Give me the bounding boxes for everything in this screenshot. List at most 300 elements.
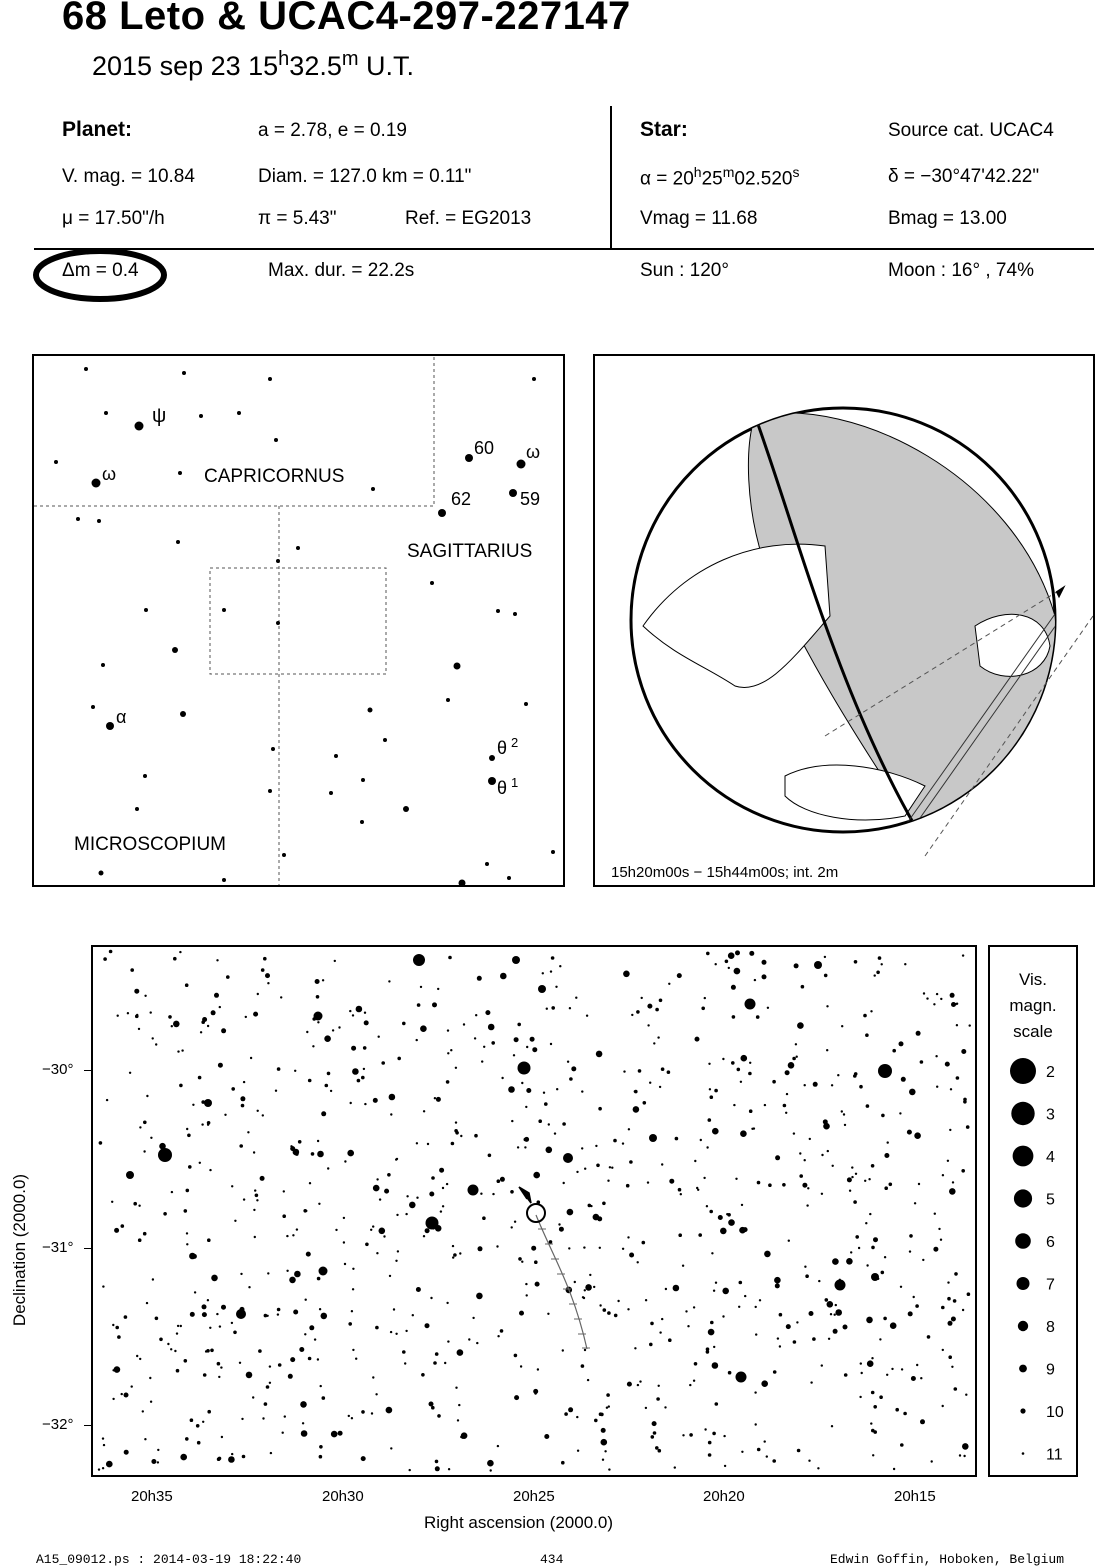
planet-heading: Planet:	[62, 118, 133, 141]
chart-star	[788, 1240, 790, 1242]
finder-star	[459, 880, 466, 886]
chart-star	[295, 1152, 299, 1156]
chart-star	[870, 1010, 872, 1012]
chart-star	[775, 1283, 780, 1288]
chart-star	[159, 1338, 163, 1342]
chart-star	[511, 1120, 513, 1122]
chart-star	[564, 1412, 568, 1416]
chart-star	[581, 1147, 583, 1149]
finder-star	[509, 489, 517, 497]
chart-star	[832, 1258, 839, 1265]
chart-star-bright	[871, 1273, 879, 1281]
chart-star	[841, 1025, 843, 1027]
chart-star	[192, 1104, 194, 1106]
chart-star	[144, 1438, 146, 1440]
chart-star	[492, 1193, 494, 1195]
chart-star	[439, 1168, 444, 1173]
chart-star	[735, 950, 740, 955]
chart-star	[607, 1180, 609, 1182]
chart-star	[370, 1229, 372, 1231]
chart-star	[628, 1128, 630, 1130]
chart-star	[583, 1297, 585, 1299]
chart-star	[823, 1123, 830, 1130]
chart-star	[155, 1043, 157, 1045]
chart-star	[265, 973, 270, 978]
chart-star	[352, 1068, 359, 1075]
chart-star	[231, 1453, 233, 1455]
chart-star	[658, 1385, 660, 1387]
chart-star	[397, 1250, 399, 1252]
chart-star	[837, 1074, 839, 1076]
chart-star	[775, 1155, 780, 1160]
chart-star	[878, 956, 882, 960]
chart-star	[603, 1308, 607, 1312]
chart-star	[198, 1076, 202, 1080]
chart-star	[774, 1277, 781, 1284]
chart-star	[661, 1318, 663, 1320]
chart-star	[793, 1132, 795, 1134]
chart-star	[280, 996, 282, 998]
chart-star	[947, 1281, 949, 1283]
chart-star	[305, 1210, 307, 1212]
chart-star	[173, 1021, 180, 1028]
chart-star	[890, 1322, 897, 1329]
chart-star	[176, 1332, 178, 1334]
chart-star	[218, 1376, 220, 1378]
chart-star	[602, 1202, 606, 1206]
chart-star	[659, 1331, 661, 1333]
chart-star	[373, 1185, 380, 1192]
chart-star	[700, 1139, 702, 1141]
star-source: Source cat. UCAC4	[888, 120, 1054, 141]
chart-star	[263, 957, 267, 961]
chart-star	[186, 1128, 188, 1130]
chart-star	[920, 1377, 922, 1379]
chart-star	[708, 1441, 712, 1445]
chart-star	[446, 1302, 448, 1304]
chart-star	[497, 1335, 499, 1337]
label-59: 59	[520, 489, 541, 509]
chart-star	[500, 1329, 504, 1333]
chart-star	[735, 1178, 737, 1180]
chart-star	[216, 959, 218, 961]
legend-label-mag-4: 4	[1046, 1149, 1055, 1166]
chart-star	[317, 1277, 321, 1281]
chart-star	[772, 1080, 776, 1084]
chart-star	[248, 1286, 250, 1288]
chart-star	[277, 1308, 281, 1312]
chart-star	[546, 1008, 548, 1010]
chart-star	[793, 1340, 797, 1344]
chart-star	[851, 1166, 853, 1168]
chart-star	[409, 1202, 416, 1209]
xtick-2035: 20h35	[131, 1488, 173, 1505]
chart-star	[432, 1002, 437, 1007]
chart-star	[913, 1296, 915, 1298]
chart-star	[378, 1036, 380, 1038]
chart-star	[421, 1373, 425, 1377]
chart-star	[480, 1193, 482, 1195]
chart-star	[393, 1308, 395, 1310]
chart-star	[379, 1198, 381, 1200]
chart-star	[555, 986, 557, 988]
magnitude-legend	[988, 945, 1078, 1477]
footer-file: A15_09012.ps : 2014-03-19 18:22:40	[36, 1552, 302, 1567]
chart-star-bright	[814, 961, 822, 969]
legend-dot-mag-9	[1019, 1365, 1027, 1373]
chart-star-bright	[745, 999, 756, 1010]
chart-star	[743, 1227, 748, 1232]
chart-star	[821, 1193, 823, 1195]
chart-star	[538, 1119, 542, 1123]
table-divider-vertical	[610, 106, 612, 248]
chart-star	[304, 1333, 306, 1335]
chart-star	[668, 983, 670, 985]
chart-star	[430, 1297, 432, 1299]
chart-star	[623, 971, 630, 978]
chart-star	[773, 1370, 777, 1374]
chart-star	[500, 973, 507, 980]
chart-star	[854, 960, 858, 964]
chart-star	[425, 1323, 430, 1328]
chart-star	[694, 1362, 698, 1366]
chart-star	[764, 1104, 766, 1106]
chart-star	[931, 1460, 933, 1462]
chart-star	[841, 1110, 843, 1112]
finder-star	[485, 862, 489, 866]
finder-star	[99, 871, 104, 876]
finder-star	[237, 411, 241, 415]
chart-star	[741, 1451, 743, 1453]
chart-star	[645, 1407, 647, 1409]
chart-star	[197, 1441, 201, 1445]
chart-star	[521, 1082, 523, 1084]
chart-star	[895, 1408, 899, 1412]
chart-star	[794, 963, 799, 968]
chart-star	[176, 1369, 180, 1373]
finder-star	[54, 460, 58, 464]
chart-star	[843, 1325, 848, 1330]
chart-star	[754, 1391, 756, 1393]
chart-star	[609, 1166, 611, 1168]
chart-star	[286, 1235, 288, 1237]
chart-star	[278, 1363, 282, 1367]
chart-star	[459, 1252, 461, 1254]
chart-star	[264, 1402, 268, 1406]
chart-star	[275, 1090, 277, 1092]
chart-star	[749, 1062, 751, 1064]
chart-star	[207, 1124, 209, 1126]
chart-star	[260, 1176, 265, 1181]
chart-star	[779, 1345, 781, 1347]
chart-star	[916, 1364, 918, 1366]
chart-star	[693, 1380, 695, 1382]
chart-star	[267, 982, 269, 984]
chart-star	[835, 1309, 842, 1316]
chart-star-bright	[236, 1309, 246, 1319]
chart-star	[448, 1468, 450, 1470]
chart-star	[435, 1352, 439, 1356]
chart-star	[478, 1246, 483, 1251]
chart-star	[535, 1282, 540, 1287]
chart-star	[146, 1302, 148, 1304]
chart-star	[425, 1228, 430, 1233]
chart-star	[364, 1020, 369, 1025]
legend-dot-mag-4	[1013, 1146, 1034, 1167]
chart-star	[343, 1217, 345, 1219]
chart-star	[261, 968, 265, 972]
chart-star	[131, 1385, 133, 1387]
chart-star	[202, 1421, 204, 1423]
finder-star	[532, 377, 536, 381]
chart-star	[914, 1132, 921, 1139]
chart-star-bright	[126, 1171, 134, 1179]
chart-star	[953, 1299, 957, 1303]
finder-star	[296, 546, 300, 550]
chart-star	[155, 1317, 159, 1321]
chart-star	[568, 1407, 573, 1412]
finder-star	[222, 608, 226, 612]
chart-star	[759, 1299, 761, 1301]
chart-star	[899, 1112, 901, 1114]
chart-star	[674, 1466, 676, 1468]
chart-star	[827, 1150, 829, 1152]
chart-star	[436, 1097, 441, 1102]
legend-label-mag-2: 2	[1046, 1064, 1055, 1081]
chart-star	[364, 1103, 366, 1105]
chart-star	[292, 1234, 294, 1236]
chart-star	[405, 1330, 407, 1332]
chart-star	[184, 1359, 188, 1363]
chart-star	[511, 1226, 513, 1228]
chart-star	[651, 1435, 655, 1439]
label-psi: ψ	[152, 405, 167, 427]
chart-star	[812, 1337, 816, 1341]
chart-star	[356, 1006, 363, 1013]
chart-star	[799, 1174, 803, 1178]
chart-star	[150, 1011, 152, 1013]
chart-star	[825, 1298, 829, 1302]
chart-star	[802, 1183, 807, 1188]
finder-star	[76, 517, 80, 521]
chart-star	[205, 1350, 207, 1352]
chart-star	[406, 1195, 408, 1197]
chart-star	[221, 1305, 226, 1310]
chart-star	[942, 1405, 944, 1407]
chart-star	[185, 1437, 189, 1441]
chart-star	[149, 1377, 151, 1379]
chart-star	[728, 967, 730, 969]
chart-star	[288, 1374, 293, 1379]
chart-star	[447, 1052, 449, 1054]
path-direction-arrow	[1057, 588, 1063, 596]
chart-star	[320, 1385, 322, 1387]
chart-star	[180, 1454, 187, 1461]
chart-star	[826, 1005, 828, 1007]
chart-star	[442, 1205, 444, 1207]
chart-star	[712, 1362, 719, 1369]
chart-star	[884, 1256, 886, 1258]
chart-star	[455, 1067, 457, 1069]
chart-star	[544, 1434, 549, 1439]
chart-star	[416, 1197, 418, 1199]
chart-star	[796, 1321, 798, 1323]
chart-star	[305, 1299, 307, 1301]
chart-star	[187, 1134, 191, 1138]
chart-star	[395, 1333, 397, 1335]
chart-star	[704, 1428, 706, 1430]
chart-star	[657, 1036, 659, 1038]
chart-star	[871, 1246, 875, 1250]
chart-star	[322, 1396, 326, 1400]
xtick-2025: 20h25	[513, 1488, 555, 1505]
chart-star	[332, 1029, 334, 1031]
chart-star	[938, 1228, 940, 1230]
chart-star	[497, 1179, 501, 1183]
legend-dot-mag-10	[1020, 1408, 1025, 1413]
chart-star	[601, 1439, 608, 1446]
chart-star	[530, 1037, 535, 1042]
chart-star	[866, 1104, 870, 1108]
finder-star	[282, 853, 286, 857]
chart-star	[352, 1268, 354, 1270]
chart-star	[821, 1364, 823, 1366]
chart-star	[831, 1425, 833, 1427]
chart-star	[526, 1294, 528, 1296]
chart-star	[533, 1172, 540, 1179]
chart-star	[102, 1467, 104, 1469]
chart-star	[947, 1297, 951, 1301]
chart-star	[785, 1070, 790, 1075]
chart-star	[804, 1266, 806, 1268]
finder-star	[513, 612, 517, 616]
chart-star	[376, 1178, 378, 1180]
chart-star	[390, 1447, 392, 1449]
chart-star	[171, 1025, 173, 1027]
chart-star	[893, 1468, 895, 1470]
chart-star	[843, 1113, 845, 1115]
chart-star	[435, 1460, 439, 1464]
chart-star	[102, 1285, 104, 1287]
chart-star	[255, 1194, 259, 1198]
chart-star	[404, 1362, 406, 1364]
chart-star	[645, 1299, 647, 1301]
chart-star	[142, 1410, 144, 1412]
finder-star	[104, 411, 108, 415]
chart-star	[314, 1338, 316, 1340]
chart-star	[243, 1081, 245, 1083]
chart-star	[508, 1086, 515, 1093]
chart-star	[949, 1188, 956, 1195]
planet-diam: Diam. = 127.0 km = 0.11"	[258, 166, 472, 187]
chart-star	[262, 1417, 264, 1419]
chart-star	[526, 1088, 531, 1093]
chart-star	[577, 1450, 579, 1452]
ytick-32: −32°	[42, 1416, 74, 1433]
chart-star	[682, 1265, 684, 1267]
finder-star	[361, 778, 365, 782]
chart-star	[821, 1154, 823, 1156]
asteroid-track	[519, 1187, 590, 1349]
chart-star	[934, 1213, 936, 1215]
chart-star	[173, 957, 177, 961]
finder-star	[371, 487, 375, 491]
chart-star	[634, 1090, 638, 1094]
chart-star	[804, 1084, 806, 1086]
chart-star	[447, 1340, 449, 1342]
chart-star	[562, 1349, 564, 1351]
chart-star	[656, 1397, 660, 1401]
chart-star	[796, 1056, 798, 1058]
chart-star	[708, 1453, 712, 1457]
chart-star	[327, 1167, 329, 1169]
chart-star	[723, 1435, 725, 1437]
chart-star	[631, 1014, 633, 1016]
chart-star	[138, 1238, 142, 1242]
chart-star	[262, 1114, 264, 1116]
chart-star	[447, 1029, 449, 1031]
chart-star	[647, 1181, 649, 1183]
chart-star	[514, 1354, 518, 1358]
chart-star	[111, 1201, 113, 1203]
chart-star	[423, 1110, 425, 1112]
chart-star	[269, 1382, 271, 1384]
finder-star	[91, 705, 95, 709]
chart-star	[219, 1006, 221, 1008]
finder-star	[507, 876, 511, 880]
chart-star	[933, 1003, 935, 1005]
chart-star	[949, 1129, 951, 1131]
chart-star	[302, 1422, 304, 1424]
chart-star	[909, 1234, 913, 1238]
target-star-marker	[527, 1204, 545, 1222]
chart-star	[889, 1183, 893, 1187]
chart-star	[243, 1198, 245, 1200]
chart-star	[675, 1137, 679, 1141]
chart-star	[954, 1272, 958, 1276]
finder-star	[329, 791, 333, 795]
chart-star	[941, 1306, 945, 1310]
chart-star	[217, 1362, 221, 1366]
chart-star	[218, 1457, 222, 1461]
chart-star	[900, 1443, 904, 1447]
chart-star-bright	[736, 1372, 747, 1383]
chart-star	[253, 1012, 258, 1017]
chart-star	[371, 1412, 373, 1414]
chart-star	[416, 1287, 421, 1292]
chart-star	[252, 1396, 254, 1398]
chart-star	[134, 989, 139, 994]
chart-star	[112, 1324, 114, 1326]
chart-star	[962, 1443, 969, 1450]
chart-star	[487, 1460, 494, 1467]
legend-title: Vis. magn. scale	[1009, 970, 1057, 1041]
chart-star	[596, 1164, 600, 1168]
chart-star	[157, 1449, 159, 1451]
chart-star	[117, 1335, 121, 1339]
chart-star	[168, 1015, 172, 1019]
chart-star	[402, 1022, 406, 1026]
chart-star	[623, 1070, 625, 1072]
chart-star	[922, 1259, 924, 1261]
chart-star	[948, 1355, 952, 1359]
chart-star	[311, 1152, 315, 1156]
chart-star	[859, 1396, 861, 1398]
legend-dot-mag-8	[1018, 1321, 1028, 1331]
planet-parallax: π = 5.43"	[258, 208, 337, 229]
chart-star	[855, 1173, 857, 1175]
label-62: 62	[451, 489, 472, 509]
